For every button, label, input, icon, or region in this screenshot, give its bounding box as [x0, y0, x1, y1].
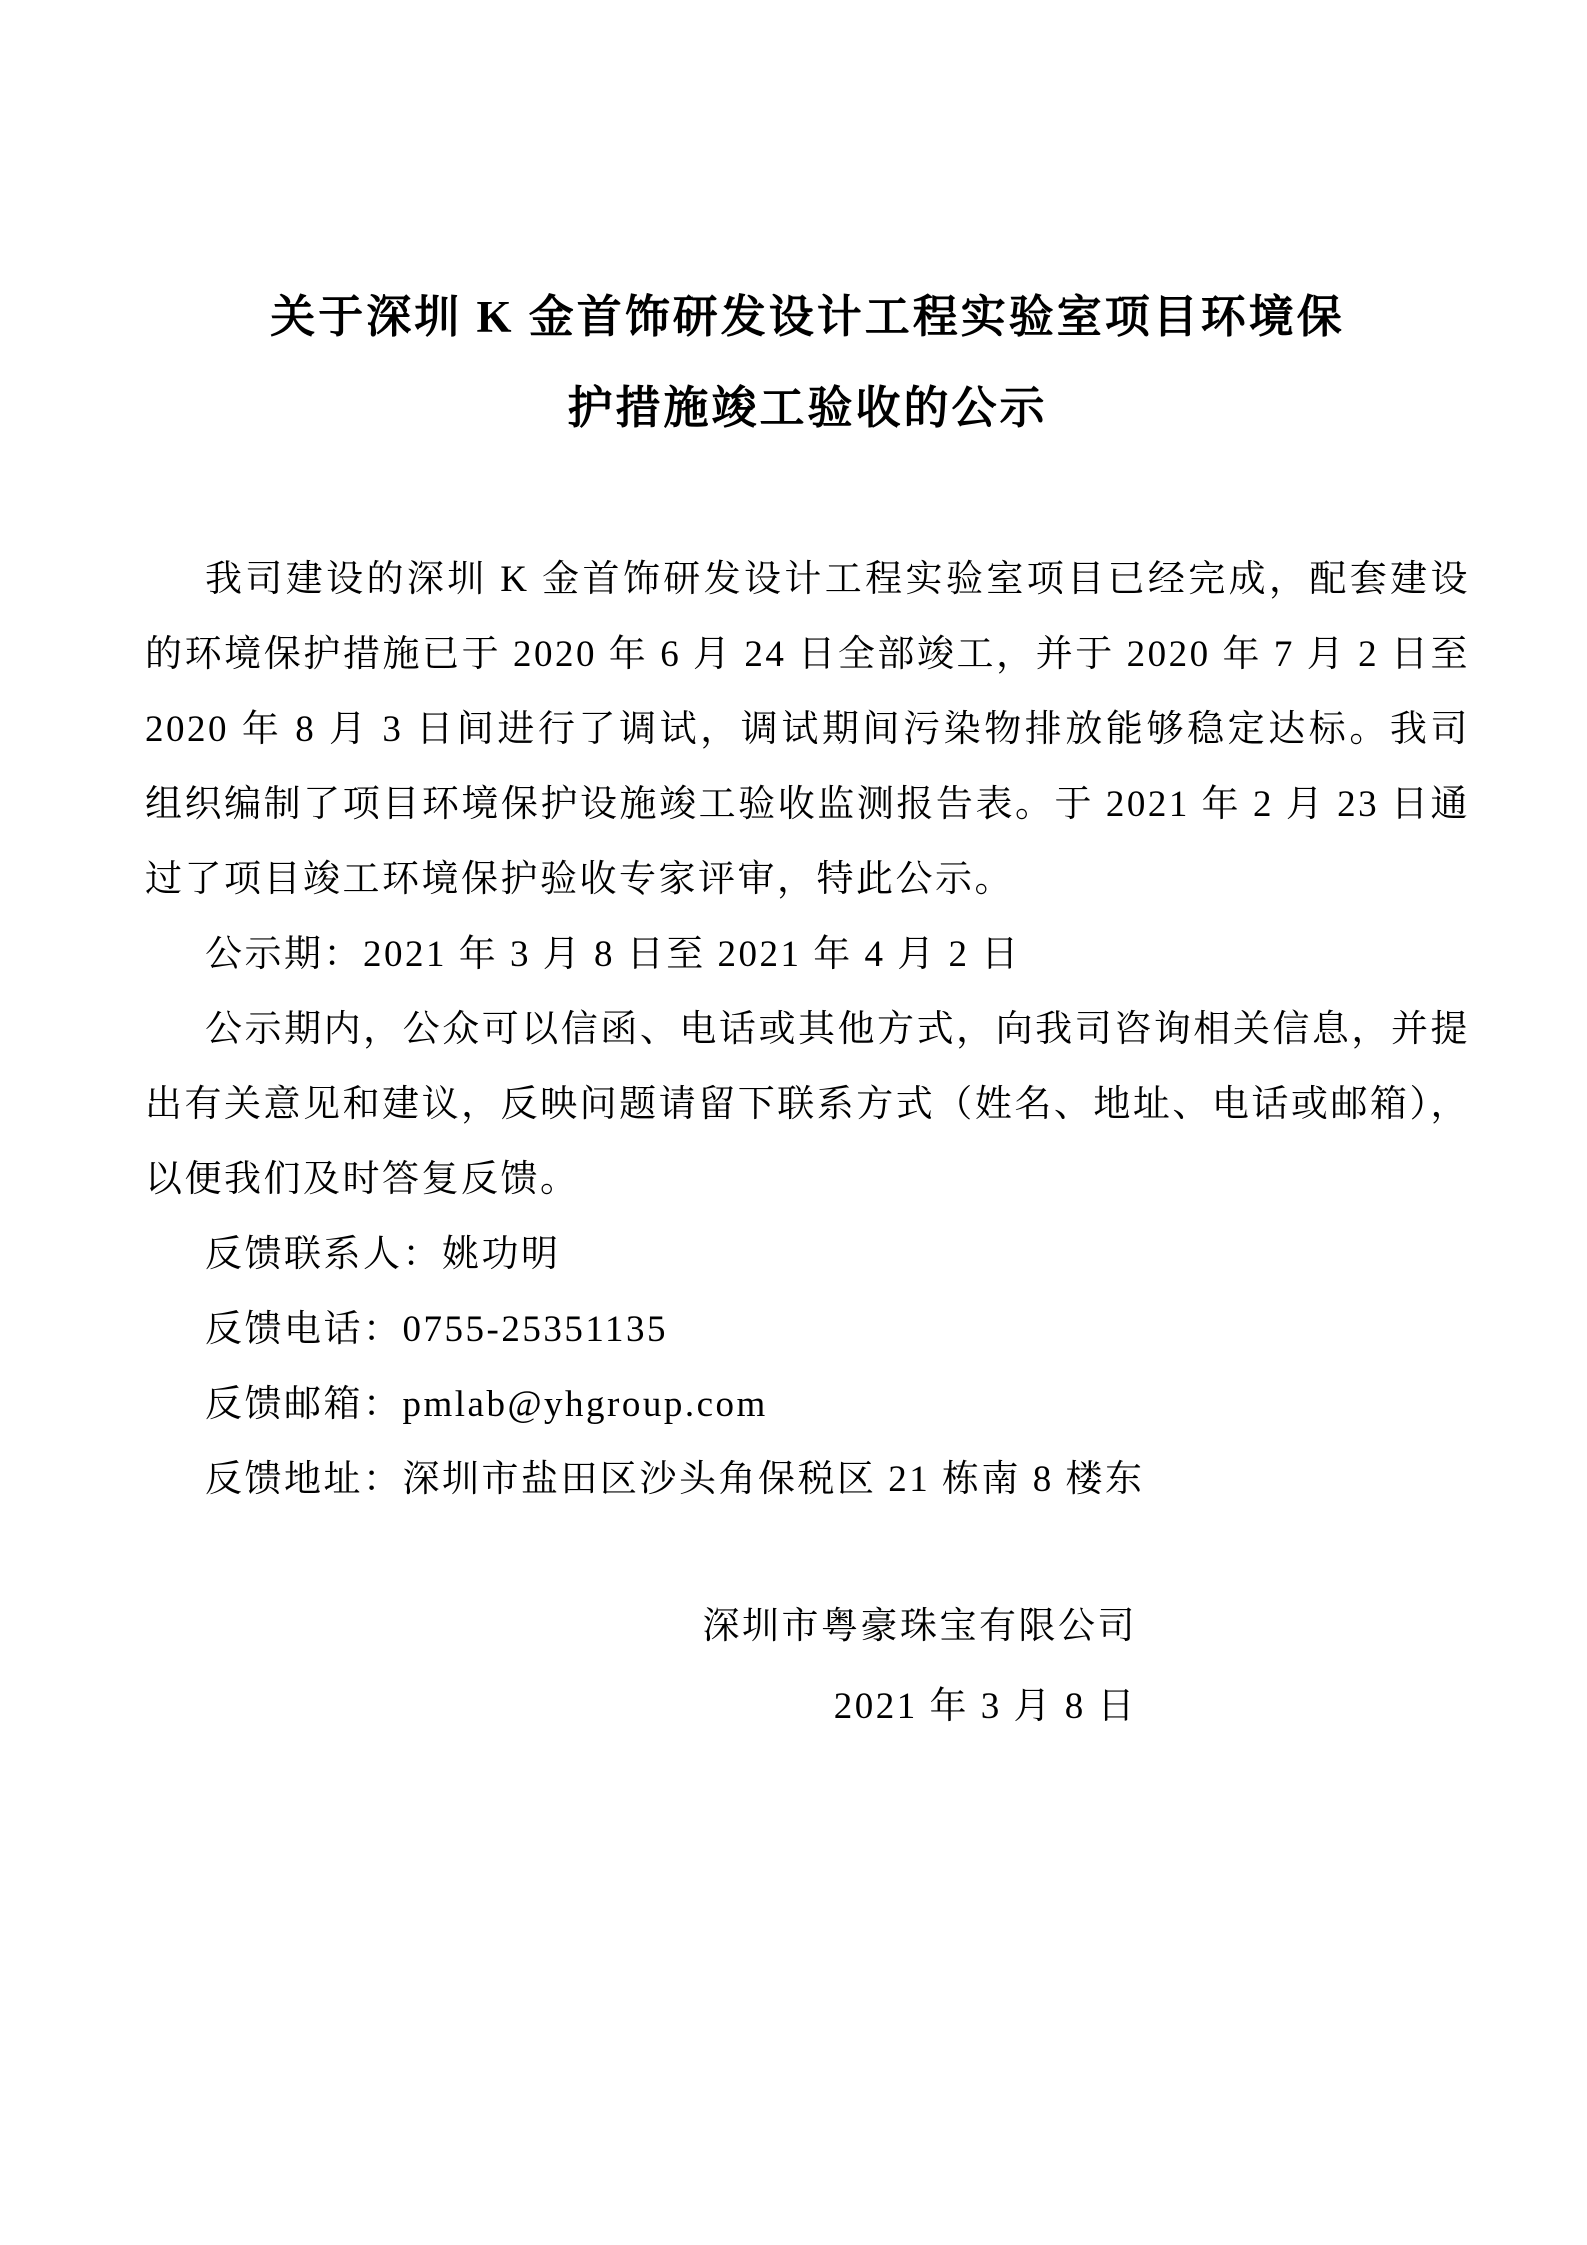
title-line-2: 护措施竣工验收的公示: [567, 383, 1048, 433]
document-body: [145, 542, 1470, 1517]
title-line-1: 关于深圳 K 金首饰研发设计工程实验室项目环境保: [270, 292, 1345, 342]
paragraph-publicity-period: 公示期：2021 年 3 月 8 日至 2021 年 4 月 2 日: [205, 934, 1021, 975]
document-title: [145, 272, 1470, 454]
paragraph-project-completion: 我司建设的深圳 K 金首饰研发设计工程实验室项目已经完成，配套建设的环境保护措施已于 2020 年 6 月 24 日全部竣工，并于 2020 年 7 月 2 日至 2020 年 8 月 3 日间进行了调试，调试期间污染物排放能够稳定达标。我司组织编制了项目环境保护设施竣工验收监测报告表。于 2021 年 2 月 23 日通过了项目竣工环境保护验收专家评审，特此公示。: [145, 559, 1470, 900]
paragraph-feedback-address: 反馈地址：深圳市盐田区沙头角保税区 21 栋南 8 楼东: [205, 1459, 1145, 1500]
paragraph-feedback-email: 反馈邮箱：pmlab@yhgroup.com: [205, 1384, 768, 1425]
paragraph-feedback-instructions: 公示期内，公众可以信函、电话或其他方式，向我司咨询相关信息，并提出有关意见和建议，反映问题请留下联系方式（姓名、地址、电话或邮箱），以便我们及时答复反馈。: [145, 1009, 1470, 1200]
signature-date: 2021 年 3 月 8 日: [833, 1686, 1137, 1727]
signature-company: 深圳市粤豪珠宝有限公司: [702, 1606, 1137, 1647]
signature-block: [145, 1587, 1470, 1747]
paragraph-feedback-phone: 反馈电话：0755-25351135: [205, 1309, 668, 1350]
paragraph-feedback-contact-person: 反馈联系人：姚功明: [205, 1234, 561, 1275]
